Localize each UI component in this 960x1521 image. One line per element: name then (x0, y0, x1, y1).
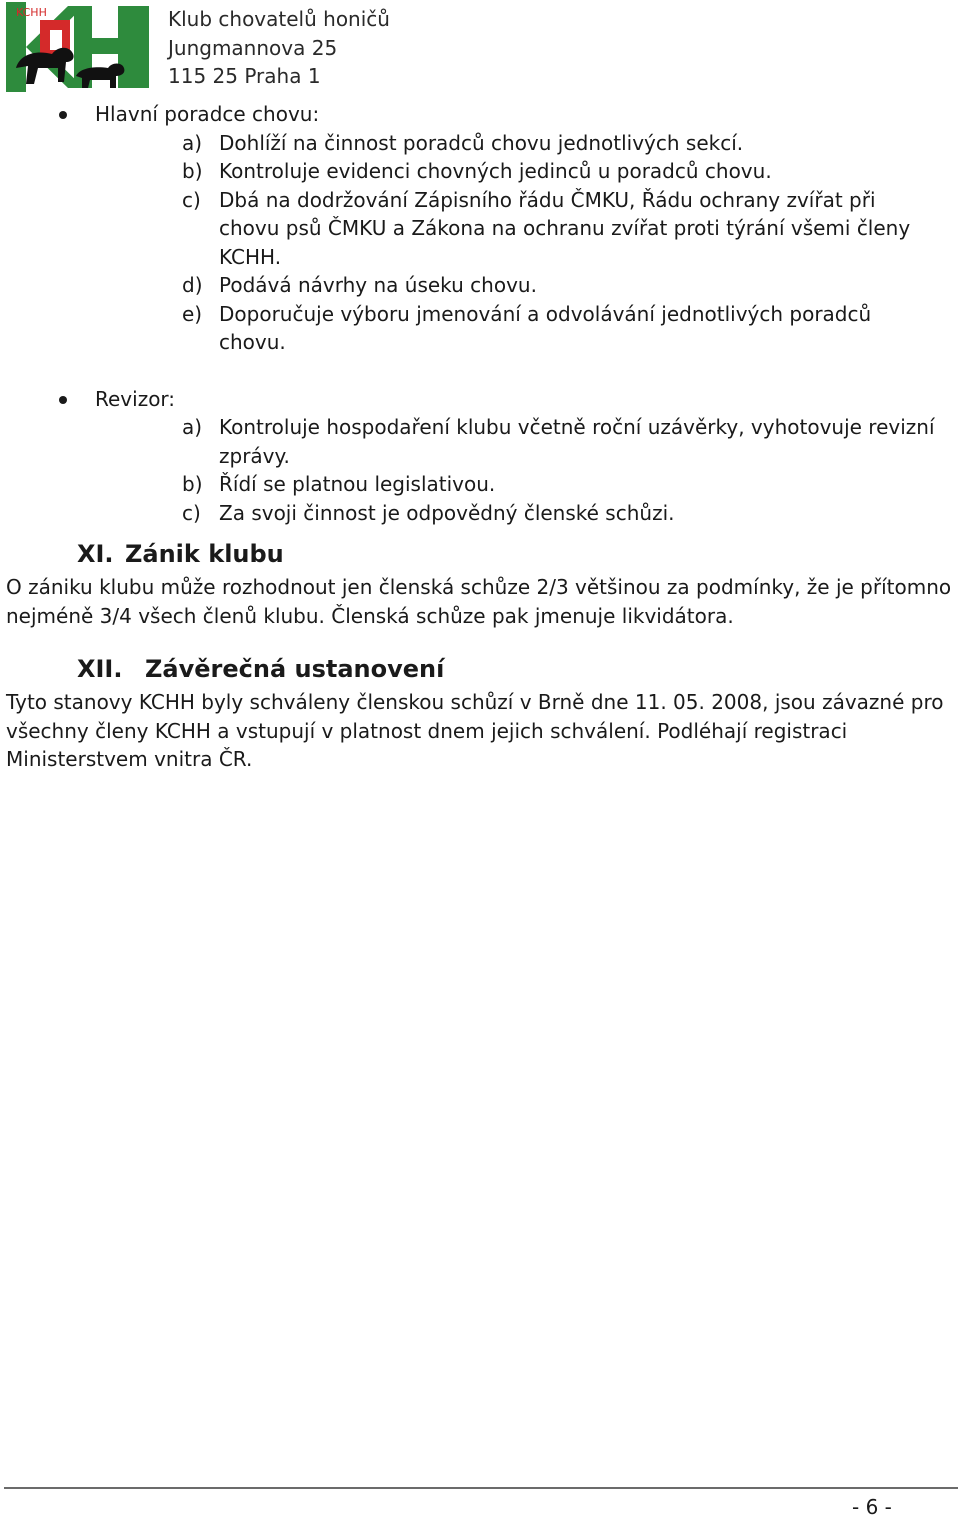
list-marker: c) (182, 500, 201, 525)
section-xii-number: XII. (77, 655, 123, 683)
list-text: Řídí se platnou legislativou. (219, 472, 496, 496)
list-text: Dbá na dodržování Zápisního řádu ČMKU, Řádu ochrany zvířat při chovu psů ČMKU a Zákona na ochranu zvířat proti týrání všemi členy KCHH. (219, 187, 911, 269)
list-marker: d) (182, 273, 203, 297)
section-xii-title: Závěrečná ustanovení (145, 655, 445, 683)
page-number: - 6 - (852, 1495, 892, 1519)
list-item (0, 470, 960, 499)
auditor-duties (95, 413, 960, 527)
list-item (0, 186, 960, 272)
logo-text: KCHH (16, 6, 47, 19)
document-body (0, 100, 960, 774)
list-item (0, 271, 960, 300)
list-marker: b) (182, 472, 203, 496)
list-item (0, 129, 960, 158)
list-item (0, 413, 960, 470)
list-text: Podává návrhy na úseku chovu. (219, 273, 537, 297)
list-marker: a) (182, 130, 203, 155)
section-xii-text: Tyto stanovy KCHH byly schváleny členskou schůzí v Brně dne 11. 05. 2008, jsou závazné pro všechny členy KCHH a vstupují v platnost dnem jejich schválení. Podléhají registraci Ministerstvem vnitra ČR. (6, 690, 944, 771)
advisor-title: Hlavní poradce chovu: (95, 102, 320, 126)
list-item (0, 499, 960, 528)
list-text: Kontroluje hospodaření klubu včetně roční uzávěrky, vyhotovuje revizní zprávy. (219, 415, 935, 468)
page-header (0, 0, 960, 100)
auditor-title: Revizor: (95, 386, 176, 411)
auditor-section (0, 385, 960, 528)
section-xi-number: XI. (77, 540, 114, 568)
section-xi-heading (0, 539, 960, 569)
advisor-section (0, 100, 960, 357)
section-xi-text: O zániku klubu může rozhodnout jen členská schůze 2/3 většinou za podmínky, že je přítomno nejméně 3/4 všech členů klubu. Členská schůze pak jmenuje likvidátora. (6, 575, 952, 628)
bullet-icon (59, 111, 67, 119)
list-text: Dohlíží na činnost poradců chovu jednotlivých sekcí. (219, 130, 744, 155)
list-text: Kontroluje evidenci chovných jedinců u poradců chovu. (219, 159, 772, 183)
list-item (0, 157, 960, 186)
list-marker: b) (182, 159, 203, 183)
list-text: Doporučuje výboru jmenování a odvolávání jednotlivých poradců chovu. (219, 301, 872, 354)
list-text: Za svoji činnost je odpovědný členské schůzi. (219, 500, 675, 525)
organization-address (168, 5, 390, 91)
advisor-duties (95, 129, 960, 357)
footer-divider (4, 1487, 958, 1489)
kchh-logo (6, 2, 149, 92)
list-item (0, 300, 960, 357)
org-street: Jungmannova 25 (168, 35, 338, 60)
bullet-icon (59, 396, 67, 404)
section-xi-title: Zánik klubu (125, 540, 284, 568)
list-marker: c) (182, 187, 201, 212)
org-name: Klub chovatelů honičů (168, 7, 390, 31)
org-city: 115 25 Praha 1 (168, 64, 321, 88)
list-marker: e) (182, 301, 203, 326)
section-xii-heading (0, 654, 960, 684)
list-marker: a) (182, 415, 203, 439)
